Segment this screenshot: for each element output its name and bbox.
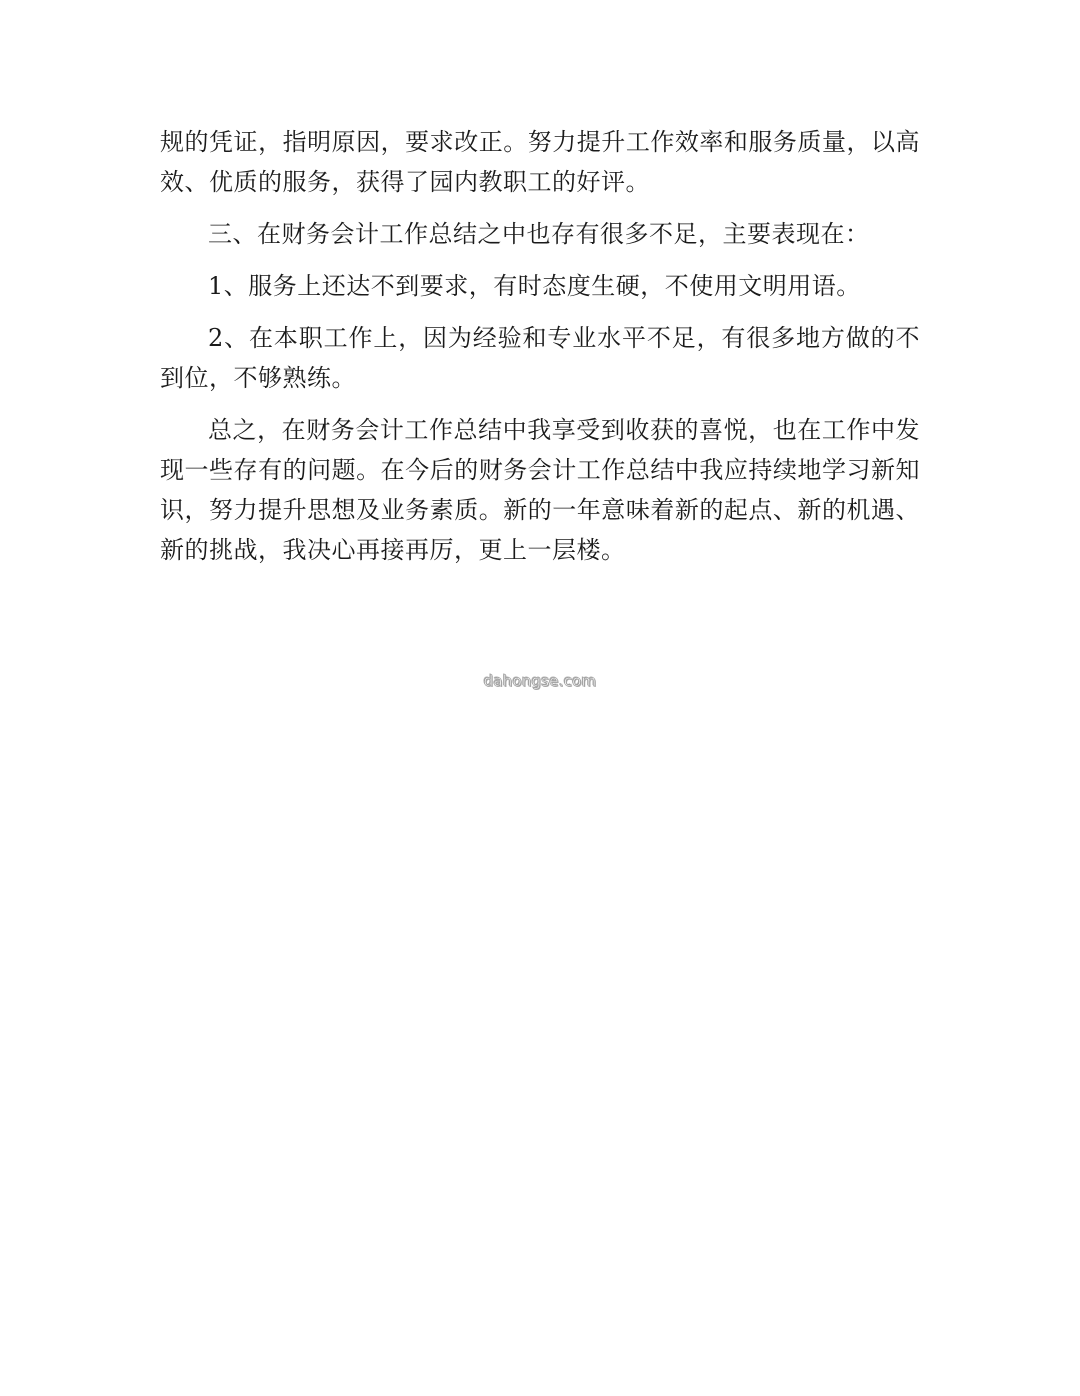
paragraph-shortcoming-1: 1、服务上还达不到要求，有时态度生硬，不使用文明用语。 (208, 272, 861, 300)
paragraph-continuation: 规的凭证，指明原因，要求改正。努力提升工作效率和服务质量，以高效、优质的服务，获得了园内教职工的好评。 (160, 128, 920, 196)
paragraph-conclusion: 总之，在财务会计工作总结中我享受到收获的喜悦，也在工作中发现一些存有的问题。在今后的财务会计工作总结中我应持续地学习新知识，努力提升思想及业务素质。新的一年意味着新的起点、新的机遇、新的挑战，我决心再接再厉，更上一层楼。 (160, 416, 920, 564)
document-body (160, 122, 920, 582)
site-watermark: dahongse.com (483, 672, 597, 690)
paragraph-shortcomings-heading: 三、在财务会计工作总结之中也存有很多不足，主要表现在： (208, 220, 870, 248)
paragraph-shortcoming-2: 2、在本职工作上，因为经验和专业水平不足，有很多地方做的不到位，不够熟练。 (160, 324, 920, 392)
